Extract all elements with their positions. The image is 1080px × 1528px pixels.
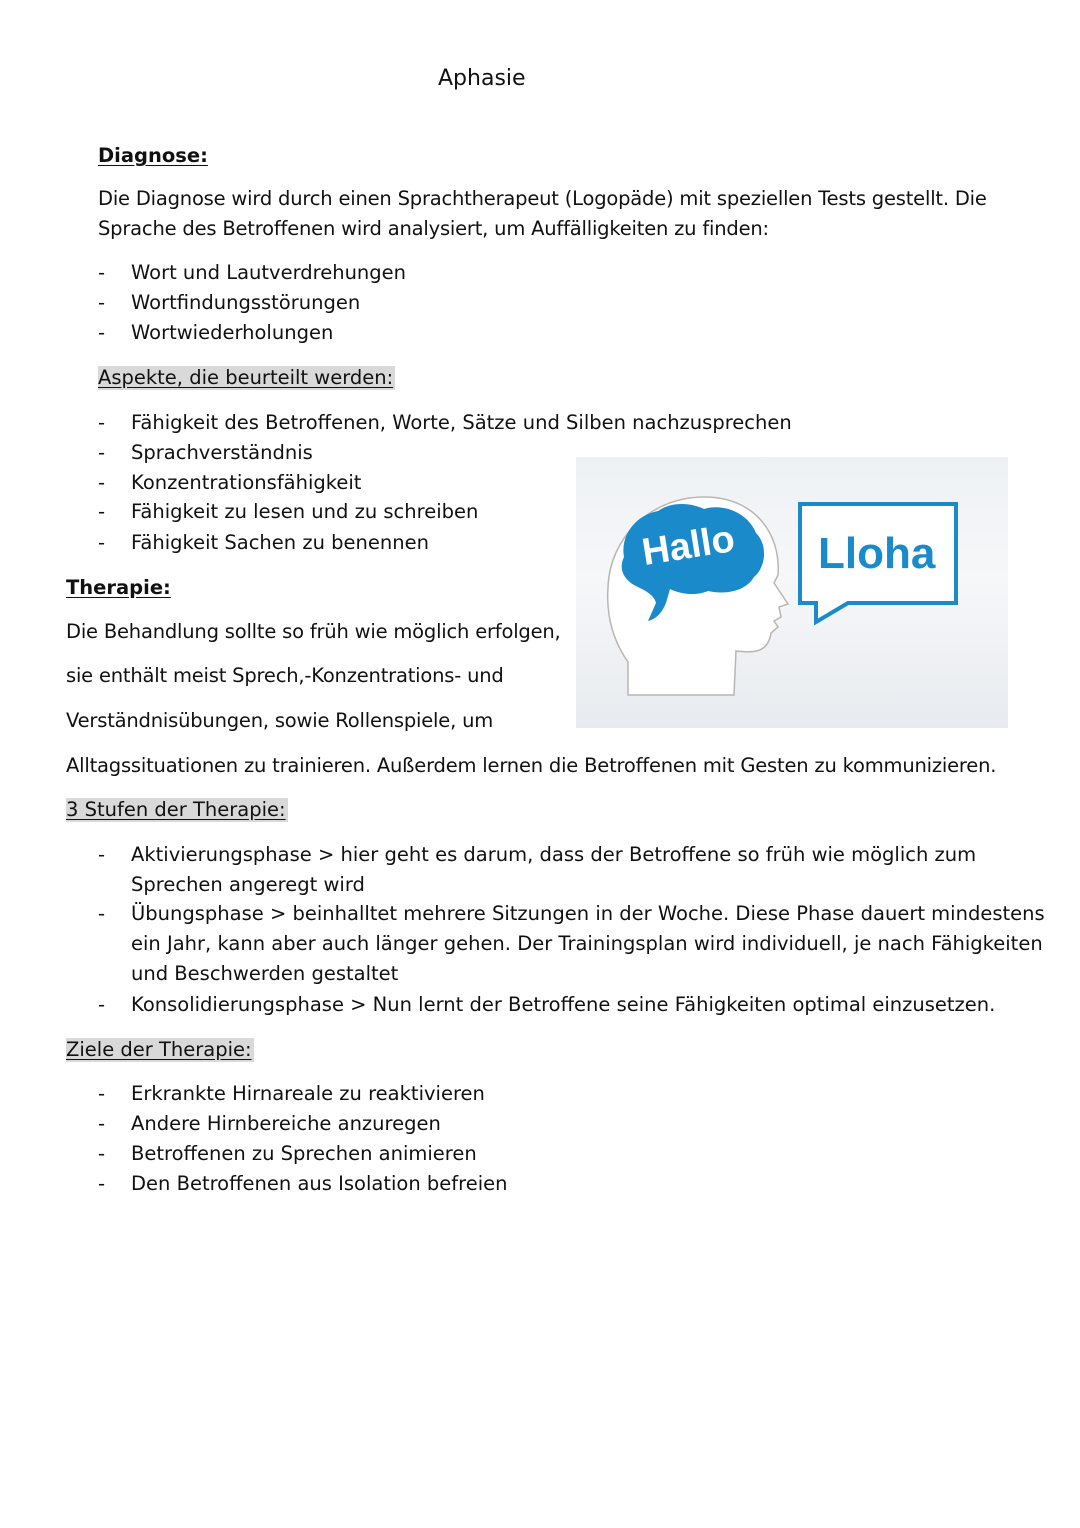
stufen-heading: 3 Stufen der Therapie:	[66, 798, 286, 821]
stage-text-line: Übungsphase > beinhalltet mehrere Sitzungen in der Woche. Diese Phase dauert mindestens	[131, 902, 1045, 925]
goal-text: Den Betroffenen aus Isolation befreien	[131, 1172, 508, 1195]
aspect-text: Fähigkeit Sachen zu benennen	[131, 531, 429, 554]
finding-text: Wortfindungsstörungen	[131, 291, 361, 314]
aspect-text: Fähigkeit des Betroffenen, Worte, Sätze und Silben nachzusprechen	[131, 411, 792, 434]
therapie-paragraph-line-3: Verständnisübungen, sowie Rollenspiele, um	[66, 709, 494, 732]
stage-text-line: ein Jahr, kann aber auch länger gehen. Der Trainingsplan wird individuell, je nach Fähigkeiten	[131, 932, 1043, 955]
aspekte-heading: Aspekte, die beurteilt werden:	[98, 366, 394, 389]
page-title: Aphasie	[438, 66, 526, 91]
stage-text-line: und Beschwerden gestaltet	[131, 962, 399, 985]
bullet-dash: -	[98, 500, 106, 523]
bullet-dash: -	[98, 843, 106, 866]
stage-text-line: Konsolidierungsphase > Nun lernt der Betroffene seine Fähigkeiten optimal einzusetzen.	[131, 993, 996, 1016]
bullet-dash: -	[98, 993, 106, 1016]
head-speech-illustration-icon	[576, 457, 1008, 728]
bullet-dash: -	[98, 1172, 106, 1195]
goal-text: Betroffenen zu Sprechen animieren	[131, 1142, 477, 1165]
ziele-heading: Ziele der Therapie:	[66, 1038, 252, 1061]
aphasia-illustration	[576, 457, 1008, 728]
speech-word: Lloha	[818, 529, 936, 578]
finding-text: Wort und Lautverdrehungen	[131, 261, 407, 284]
stage-text-line: Aktivierungsphase > hier geht es darum, dass der Betroffene so früh wie möglich zum	[131, 843, 977, 866]
bullet-dash: -	[98, 291, 106, 314]
bullet-dash: -	[98, 1142, 106, 1165]
bullet-dash: -	[98, 261, 106, 284]
bullet-dash: -	[98, 902, 106, 925]
therapie-paragraph-line-2: sie enthält meist Sprech,-Konzentrations- und	[66, 664, 504, 687]
goal-text: Erkrankte Hirnareale zu reaktivieren	[131, 1082, 485, 1105]
aspect-text: Sprachverständnis	[131, 441, 313, 464]
diagnose-paragraph-line-1: Die Diagnose wird durch einen Sprachtherapeut (Logopäde) mit speziellen Tests gestellt. Die	[98, 187, 987, 210]
stage-text-line: Sprechen angeregt wird	[131, 873, 365, 896]
bullet-dash: -	[98, 1082, 106, 1105]
brain-word: Hallo	[639, 517, 738, 575]
goal-text: Andere Hirnbereiche anzuregen	[131, 1112, 441, 1135]
bullet-dash: -	[98, 411, 106, 434]
bullet-dash: -	[98, 531, 106, 554]
bullet-dash: -	[98, 321, 106, 344]
aspect-text: Konzentrationsfähigkeit	[131, 471, 362, 494]
bullet-dash: -	[98, 441, 106, 464]
bullet-dash: -	[98, 1112, 106, 1135]
therapie-paragraph-line-1: Die Behandlung sollte so früh wie möglich erfolgen,	[66, 620, 561, 643]
diagnose-paragraph-line-2: Sprache des Betroffenen wird analysiert, um Auffälligkeiten zu finden:	[98, 217, 769, 240]
aspect-text: Fähigkeit zu lesen und zu schreiben	[131, 500, 479, 523]
therapie-heading: Therapie:	[66, 576, 171, 599]
therapie-paragraph-line-4: Alltagssituationen zu trainieren. Außerdem lernen die Betroffenen mit Gesten zu kommunizieren.	[66, 754, 997, 777]
finding-text: Wortwiederholungen	[131, 321, 334, 344]
bullet-dash: -	[98, 471, 106, 494]
diagnose-heading: Diagnose:	[98, 144, 208, 167]
